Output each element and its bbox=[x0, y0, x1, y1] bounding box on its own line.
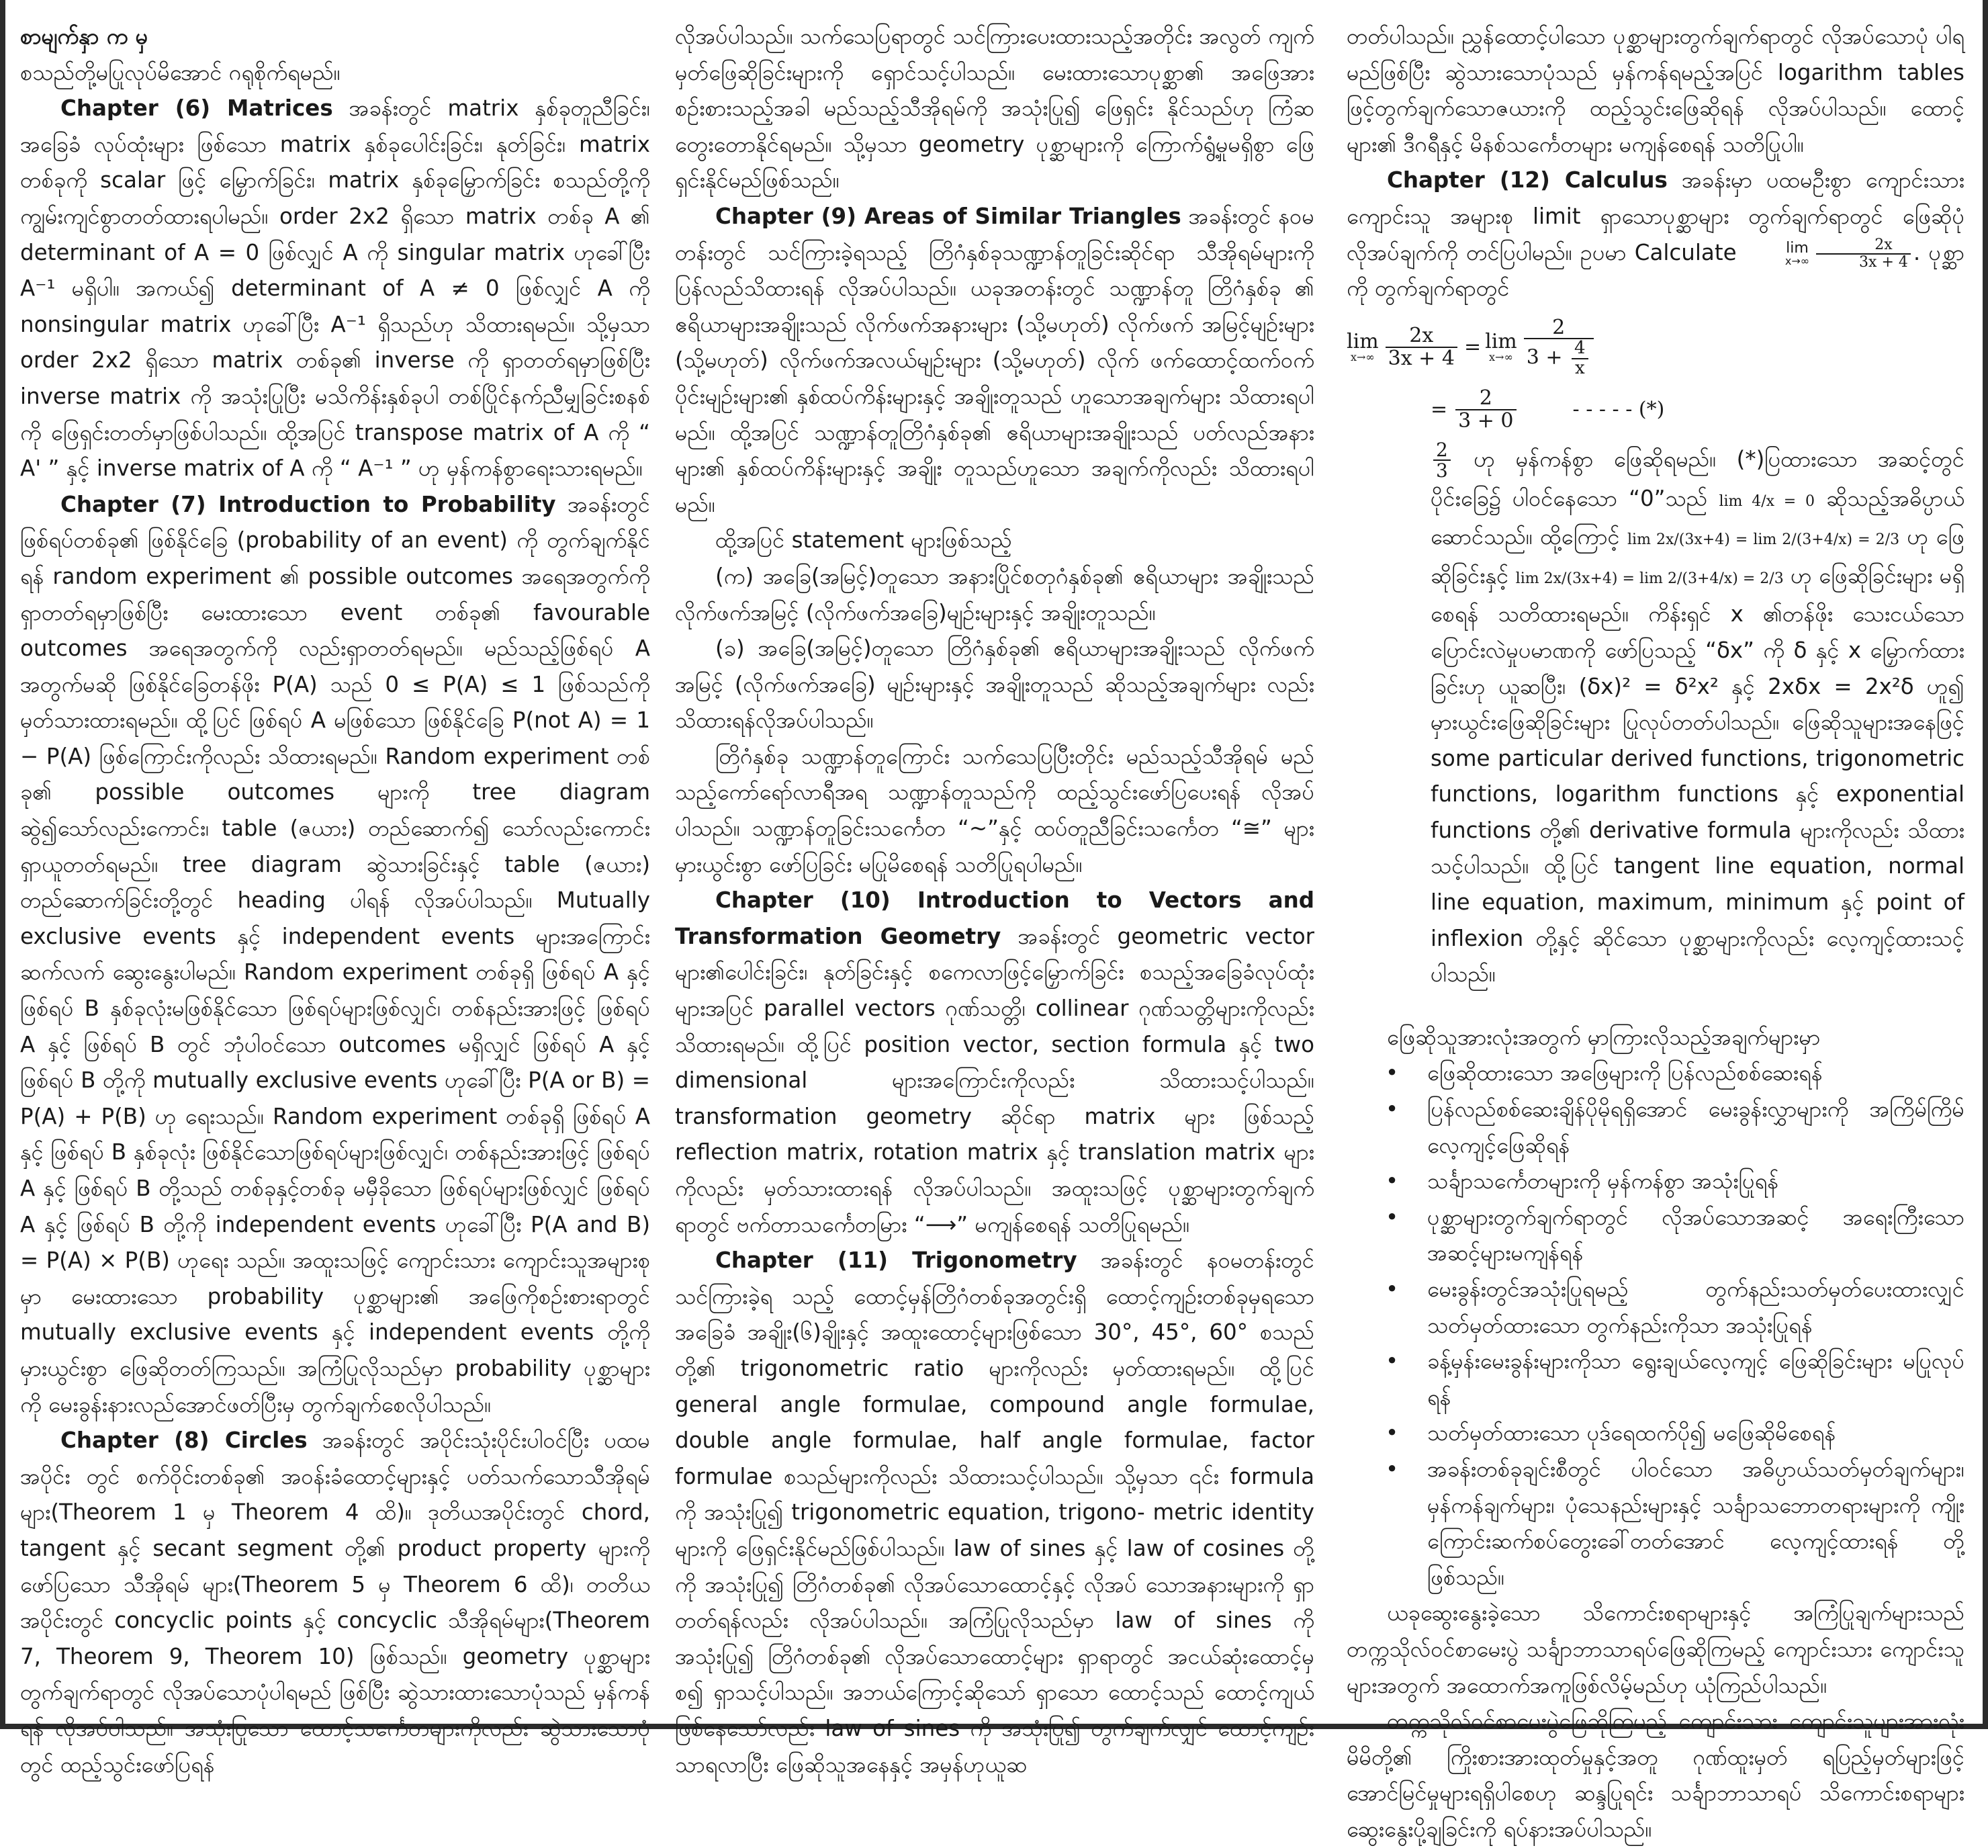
chapter-9: Chapter (9) Areas of Similar Triangles အခန်းတွင် နဝမတန်းတွင် သင်ကြားခဲ့ရသည့် တြိဂံနှစ်ခုသဏ္ဍာန်တူခြင်းဆိုင်ရာ သီအိုရမ်များကို ပြန်လည်သိထားရန် လိုအပ်ပါသည်။ ယခုအတန်းတွင် သဏ္ဍာန်တူ တြိဂံနှစ်ခု ၏ ဧရိယာများအချိုးသည် လိုက်ဖက်အနားများ (သို့မဟုတ်) လိုက်ဖက် အမြင့်မျဉ်းများ (သို့မဟုတ်) လိုက်ဖက်အလယ်မျဉ်းများ (သို့မဟုတ်) လိုက် ဖက်ထောင့်ထက်ဝက်ပိုင်းမျဉ်းများ၏ နှစ်ထပ်ကိန်းများနှင့် အချိုးတူသည် ဟူသောအချက်များ သိထားရပါမည်။ ထို့အပြင် သဏ္ဍာန်တူတြိဂံနှစ်ခု၏ ဧရိယာများအချိုးသည် ပတ်လည်အနားများ၏ နှစ်ထပ်ကိန်းများနှင့် အချိုး တူသည်ဟူသော အချက်ကိုလည်း သိထားရပါမည်။ bbox=[675, 203, 1314, 517]
page-ref: စာမျက်နှာ က မှ bbox=[20, 24, 148, 49]
tips-heading: ဖြေဆိုသူအားလုံးအတွက် မှာကြားလိုသည့်အချက်များမှာ bbox=[1387, 1024, 1821, 1050]
list-item: • သင်္ချာသင်္ကေတများကို မှန်ကန်စွာ အသုံးပြုရန် bbox=[1386, 1168, 1779, 1194]
paragraph: တြိဂံနှစ်ခု သဏ္ဍာန်တူကြောင်း သက်သေပြပြီးတိုင်း မည်သည့်သီအိုရမ် မည်သည့်ကော်ရော်လာရီအရ သဏ္ဍာန်တူသည်ကို ထည့်သွင်းဖော်ပြပေးရန် လိုအပ်ပါသည်။ သဏ္ဍာန်တူခြင်းသင်္ကေတ “~”နှင့် ထပ်တူညီခြင်းသင်္ကေတ “≅” များ မှားယွင်းစွာ ဖော်ပြခြင်း မပြုမိစေရန် သတိပြုရပါမည်။ bbox=[675, 743, 1314, 877]
statement-intro: ထို့အပြင် statement များဖြစ်သည့် bbox=[715, 527, 1012, 554]
statement-kha: (ခ) အခြေ(အမြင့်)တူသော တြိဂံနှစ်ခု၏ ဧရိယာများအချိုးသည် လိုက်ဖက် အမြင့် (လိုက်ဖက်အခြေ) မျဉ်းများနှင့် အချိုးတူသည် ဆိုသည့်အချက်များ လည်း သိထားရန်လိုအပ်ပါသည်။ bbox=[675, 635, 1314, 734]
chapter-6-title: Chapter (6) Matrices bbox=[60, 95, 333, 122]
list-item: • အခန်းတစ်ခုချင်းစီတွင် ပါဝင်သော အဓိပ္ပာယ်သတ်မှတ်ချက်များ၊ မှန်ကန်ချက်များ၊ ပုံသေနည်းများနှင့် သင်္ချာသဘောတရားများကို ကျိုးကြောင်းဆက်စပ်တွေးခေါ်တတ်အောင် လေ့ကျင့်ထားရန် တို့ဖြစ်သည်။ bbox=[1386, 1456, 1964, 1590]
chapter-7-title: Chapter (7) Introduction to Probability bbox=[60, 491, 556, 517]
chapter-9-title: Chapter (9) Areas of Similar Triangles bbox=[715, 203, 1181, 229]
closing-paragraph: ယခုဆွေးနွေးခဲ့သော သိကောင်းစရာများနှင့် အကြံပြုချက်များသည် တက္ကသိုလ်ဝင်စာမေးပွဲ သင်္ချာဘာသာရပ်ဖြေဆိုကြမည့် ကျောင်းသား ကျောင်းသူများအတွက် အထောက်အကူဖြစ်လိမ့်မည်ဟု ယုံကြည်ပါသည်။ bbox=[1347, 1600, 1964, 1698]
list-item: • ပုစ္ဆာများတွက်ချက်ရာတွင် လိုအပ်သောအဆင့် အရေးကြီးသော အဆင့်များမကျန်ရန် bbox=[1386, 1204, 1964, 1266]
limit-expression: lim x→∞ bbox=[1784, 239, 1810, 267]
list-item: • ခန့်မှန်းမေးခွန်းများကိုသာ ရွေးချယ်လေ့ကျင့် ဖြေဆိုခြင်းများ မပြုလုပ်ရန် bbox=[1386, 1348, 1964, 1410]
chapter-8-title: Chapter (8) Circles bbox=[60, 1427, 308, 1454]
column-2 bbox=[675, 19, 1314, 1783]
closing-paragraph: တက္ကသိုလ်ဝင်စာမေးပွဲဖြေဆိုကြမည့် ကျောင်းသား ကျောင်းသူများအားလုံး မိမိတို့၏ ကြိုးစားအားထုတ်မှုနှင့်အတူ ဂုဏ်ထူးမှတ် ရပြည့်မှတ်များဖြင့် အောင်မြင်မှုများရရှိပါစေဟု ဆန္ဒပြုရင်း သင်္ချာဘာသာရပ် သိကောင်းစရာများ ဆွေးနွေးပို့ချခြင်းကို ရပ်နားအပ်ပါသည်။ bbox=[1347, 1708, 1964, 1842]
list-item: • ဖြေဆိုထားသော အဖြေများကို ပြန်လည်စစ်ဆေးရန် bbox=[1386, 1060, 1823, 1086]
chapter-10-title: Chapter (10) Introduction to Vectors and Transformation Geometry bbox=[675, 887, 1314, 949]
chapter-12: Chapter (12) Calculus အခန်းမှာ ပထမဦးစွာ ကျောင်းသားကျောင်းသူ အများစု limit ရှာသောပုစ္ဆာများ တွက်ချက်ရာတွင် ဖြေဆိုပုံလိုအပ်ချက်ကို တင်ပြပါမည်။ ဥပမာ Calculate lim x→∞ $\frac{2x}{3x + 4}$ . ပုစ္ဆာကို တွက်ချက်ရာတွင် bbox=[1347, 167, 1964, 302]
paragraph: စသည်တို့မပြုလုပ်မိအောင် ဂရုစိုက်ရမည်။ bbox=[20, 59, 341, 85]
tips-list bbox=[1347, 1055, 1964, 1595]
chapter-11-title: Chapter (11) Trigonometry bbox=[715, 1247, 1077, 1274]
fraction: $\frac{2x}{3x + 4}$ bbox=[1816, 237, 1911, 269]
column-3 bbox=[1347, 19, 1964, 1848]
list-item: • မေးခွန်းတွင်အသုံးပြုရမည့် တွက်နည်းသတ်မှတ်ပေးထားလျှင် သတ်မှတ်ထားသော တွက်နည်းကိုသာ အသုံးပြုရန် bbox=[1386, 1276, 1964, 1338]
column-1 bbox=[20, 19, 650, 1783]
chapter-11: Chapter (11) Trigonometry အခန်းတွင် နဝမတန်းတွင် သင်ကြားခဲ့ရ သည့် ထောင့်မှန်တြိဂံတစ်ခုအတွင်းရှိ ထောင့်ကျဉ်းတစ်ခုမှရသော အခြေခံ အချိုး(၆)ချိုးနှင့် အထူးထောင့်များဖြစ်သော 30°, 45°, 60° စသည်တို့၏ trigonometric ratio များကိုလည်း မှတ်ထားရမည်။ ထို့ပြင် general angle formulae, compound angle formulae, double angle formulae, half angle formulae, factor formulae စသည်များကိုလည်း သိထားသင့်ပါသည်။ သို့မှသာ ၎င်း formula ကို အသုံးပြု၍ trigonometric equation, trigono- metric identity များကို ဖြေရှင်းနိုင်မည်ဖြစ်ပါသည်။ law of sines နှင့် law of cosines တို့ကို အသုံးပြု၍ တြိဂံတစ်ခု၏ လိုအပ်သောထောင့်နှင့် လိုအပ် သောအနားများကို ရှာတတ်ရန်လည်း လိုအပ်ပါသည်။ အကြံပြုလိုသည်မှာ law of sines ကို အသုံးပြု၍ တြိဂံတစ်ခု၏ လိုအပ်သောထောင့်များ ရှာရာတွင် အငယ်ဆုံးထောင့်မှစ၍ ရှာသင့်ပါသည်။ အဘယ်ကြောင့်ဆိုသော် ရှာသော ထောင့်သည် ထောင့်ကျယ်ဖြစ်နေသော်လည်း law of sines ကို အသုံးပြု၍ တွက်ချက်လျှင် ထောင့်ကျဉ်းသာရလာပြီး ဖြေဆိုသူအနေနှင့် အမှန်ဟုယူဆ bbox=[675, 1247, 1314, 1777]
limit-equation: lim x→∞ $\frac{2x}{3x + 4}$ = lim x→∞ 2 3 + $\frac{4}{x}$ = $\frac{2}{3 + 0}$ - - - - - (*) bbox=[1347, 315, 1665, 433]
paragraph: လိုအပ်ပါသည်။ သက်သေပြရာတွင် သင်ကြားပေးထားသည့်အတိုင်း အလွတ် ကျက်မှတ်ဖြေဆိုခြင်းများကို ရှောင်သင့်ပါသည်။ မေးထားသောပုစ္ဆာ၏ အဖြေအား စဉ်းစားသည့်အခါ မည်သည့်သီအိုရမ်ကို အသုံးပြု၍ ဖြေရှင်း နိုင်သည်ဟု ကြံဆတွေးတောနိုင်ရမည်။ သို့မှသာ geometry ပုစ္ဆာများကို ကြောက်ရွံ့မှုမရှိစွာ ဖြေရှင်းနိုင်မည်ဖြစ်သည်။ bbox=[675, 24, 1314, 193]
list-item: • ပြန်လည်စစ်ဆေးချိန်ပိုမိုရရှိအောင် မေးခွန်းလွှာများကို အကြိမ်ကြိမ် လေ့ကျင့်ဖြေဆိုရန် bbox=[1386, 1096, 1964, 1158]
paragraph: တတ်ပါသည်။ ညွှန်ထောင့်ပါသော ပုစ္ဆာများတွက်ချက်ရာတွင် လိုအပ်သောပုံ ပါရမည်ဖြစ်ပြီး ဆွဲသားသောပုံသည် မှန်ကန်ရမည့်အပြင် logarithm tables ဖြင့်တွက်ချက်သောဇယားကို ထည့်သွင်းဖြေဆိုရန် လိုအပ်ပါသည်။ ထောင့် များ၏ ဒီဂရီနှင့် မိနစ်သင်္ကေတများ မကျန်စေရန် သတိပြုပါ။ bbox=[1347, 24, 1964, 157]
chapter-10: Chapter (10) Introduction to Vectors and Transformation Geometry အခန်းတွင် geometric vector များ၏ပေါင်းခြင်း၊ နုတ်ခြင်းနှင့် စကေလာဖြင့်မြှောက်ခြင်း စသည့်အခြေခံလုပ်ထုံးများအပြင် parallel vectors ဂုဏ်သတ္တိ၊ collinear ဂုဏ်သတ္တိများကိုလည်း သိထားရမည်။ ထို့ပြင် position vector, section formula နှင့် two dimensional များအကြောင်းကိုလည်း သိထားသင့်ပါသည်။ transformation geometry ဆိုင်ရာ matrix များ ဖြစ်သည့် reflection matrix, rotation matrix နှင့် translation matrix များ ကိုလည်း မှတ်သားထားရန် လိုအပ်ပါသည်။ အထူးသဖြင့် ပုစ္ဆာများတွက်ချက် ရာတွင် ဗက်တာသင်္ကေတမြား “⟶” မကျန်စေရန် သတိပြုရမည်။ bbox=[675, 887, 1314, 1237]
chapter-7: Chapter (7) Introduction to Probability အခန်းတွင် ဖြစ်ရပ်တစ်ခု၏ ဖြစ်နိုင်ခြေ (probability of an event) ကို တွက်ချက်နိုင်ရန် random experiment ၏ possible outcomes အရေအတွက်ကို ရှာတတ်ရမှာဖြစ်ပြီး မေးထားသော event တစ်ခု၏ favourable outcomes အရေအတွက်ကို လည်းရှာတတ်ရမည်။ မည်သည့်ဖြစ်ရပ် A အတွက်မဆို ဖြစ်နိုင်ခြေတန်ဖိုး P(A) သည် 0 ≤ P(A) ≤ 1 ဖြစ်သည်ကို မှတ်သားထားရမည်။ ထို့ပြင် ဖြစ်ရပ် A မဖြစ်သော ဖြစ်နိုင်ခြေ P(not A) = 1 − P(A) ဖြစ်ကြောင်းကိုလည်း သိထားရမည်။ Random experiment တစ်ခု၏ possible outcomes များကို tree diagram ဆွဲ၍သော်လည်းကောင်း၊ table (ဇယား) တည်ဆောက်၍ သော်လည်းကောင်း ရှာယူတတ်ရမည်။ tree diagram ဆွဲသားခြင်းနှင့် table (ဇယား) တည်ဆောက်ခြင်းတို့တွင် heading ပါရန် လိုအပ်ပါသည်။ Mutually exclusive events နှင့် independent events များအကြောင်း ဆက်လက် ဆွေးနွေးပါမည်။ Random experiment တစ်ခုရှိ ဖြစ်ရပ် A နှင့် ဖြစ်ရပ် B နှစ်ခုလုံးမဖြစ်နိုင်သော ဖြစ်ရပ်များဖြစ်လျှင်၊ တစ်နည်းအားဖြင့် ဖြစ်ရပ် A နှင့် ဖြစ်ရပ် B တွင် ဘုံပါဝင်သော outcomes မရှိလျှင် ဖြစ်ရပ် A နှင့် ဖြစ်ရပ် B တို့ကို mutually exclusive events ဟုခေါ်ပြီး P(A or B) = P(A) + P(B) ဟု ရေးသည်။ Random experiment တစ်ခုရှိ ဖြစ်ရပ် A နှင့် ဖြစ်ရပ် B နှစ်ခုလုံး ဖြစ်နိုင်သောဖြစ်ရပ်များဖြစ်လျှင်၊ တစ်နည်းအားဖြင့် ဖြစ်ရပ် A နှင့် ဖြစ်ရပ် B တို့သည် တစ်ခုနှင့်တစ်ခု မမှီခိုသော ဖြစ်ရပ်များဖြစ်လျှင် ဖြစ်ရပ် A နှင့် ဖြစ်ရပ် B တို့ကို independent events ဟုခေါ်ပြီး P(A and B) = P(A) × P(B) ဟုရေး သည်။ အထူးသဖြင့် ကျောင်းသား ကျောင်းသူအများစုမှာ မေးထားသော probability ပုစ္ဆာများ၏ အဖြေကိုစဉ်းစားရာတွင် mutually exclusive events နှင့် independent events တို့ကို မှားယွင်းစွာ ဖြေဆိုတတ်ကြသည်။ အကြံပြုလိုသည်မှာ probability ပုစ္ဆာများကို မေးခွန်းနားလည်အောင်ဖတ်ပြီးမှ တွက်ချက်စေလိုပါသည်။ bbox=[20, 491, 650, 1417]
list-item: • သတ်မှတ်ထားသော ပုဒ်ရေထက်ပို၍ မဖြေဆိုမိစေရန် bbox=[1386, 1420, 1836, 1446]
chapter-6: Chapter (6) Matrices အခန်းတွင် matrix နှစ်ခုတူညီခြင်း၊ အခြေခံ လုပ်ထုံးများ ဖြစ်သော matrix နှစ်ခုပေါင်းခြင်း၊ နုတ်ခြင်း၊ matrix တစ်ခုကို scalar ဖြင့် မြှောက်ခြင်း၊ matrix နှစ်ခုမြှောက်ခြင်း စသည်တို့ကို ကျွမ်းကျင်စွာတတ်ထားရပါမည်။ order 2x2 ရှိသော matrix တစ်ခု A ၏ determinant of A = 0 ဖြစ်လျှင် A ကို singular matrix ဟုခေါ်ပြီး A⁻¹ မရှိပါ။ အကယ်၍ determinant of A ≠ 0 ဖြစ်လျှင် A ကို nonsingular matrix ဟုခေါ်ပြီး A⁻¹ ရှိသည်ဟု သိထားရမည်။ သို့မှသာ order 2x2 ရှိသော matrix တစ်ခု၏ inverse ကို ရှာတတ်ရမှာဖြစ်ပြီး inverse matrix ကို အသုံးပြုပြီး မသိကိန်းနှစ်ခုပါ တစ်ပြိုင်နက်ညီမျှခြင်းစနစ်ကို ဖြေရှင်းတတ်မှာဖြစ်ပါသည်။ ထို့အပြင် transpose matrix of A ကို “ A' ” နှင့် inverse matrix of A ကို “ A⁻¹ ” ဟု မှန်ကန်စွာရေးသားရမည်။ bbox=[20, 95, 650, 482]
chapter-8: Chapter (8) Circles အခန်းတွင် အပိုင်းသုံးပိုင်းပါဝင်ပြီး ပထမအပိုင်း တွင် စက်ဝိုင်းတစ်ခု၏ အဝန်းခံထောင့်များနှင့် ပတ်သက်သောသီအိုရမ် များ(Theorem 1 မှ Theorem 4 ထိ)။ ဒုတိယအပိုင်းတွင် chord, tangent နှင့် secant segment တို့၏ product property များကိုဖော်ပြသော သီအိုရမ် များ(Theorem 5 မှ Theorem 6 ထိ)၊ တတိယအပိုင်းတွင် concyclic points နှင့် concyclic သီအိုရမ်များ(Theorem 7, Theorem 9, Theorem 10) ဖြစ်သည်။ geometry ပုစ္ဆာများ တွက်ချက်ရာတွင် လိုအပ်သောပုံပါရမည် ဖြစ်ပြီး ဆွဲသားထားသောပုံသည် မှန်ကန်ရန် လိုအပ်ပါသည်။ အသုံးပြုသော ထောင့်သင်္ကေတများကိုလည်း ဆွဲသားသောပုံတွင် ထည့်သွင်းဖော်ပြရန် bbox=[20, 1427, 650, 1777]
chapter-12-title: Chapter (12) Calculus bbox=[1387, 167, 1668, 193]
statement-ka: (က) အခြေ(အမြင့်)တူသော အနားပြိုင်စတုဂံနှစ်ခု၏ ဧရိယာများ အချိုးသည် လိုက်ဖက်အမြင့် (လိုက်ဖက်အခြေ)မျဉ်းများနှင့် အချိုးတူသည်။ bbox=[675, 563, 1314, 625]
paragraph: $\frac{2}{3}$ ဟု မှန်ကန်စွာ ဖြေဆိုရမည်။ (*)ပြထားသော အဆင့်တွင် ပိုင်းခြေ၌ ပါဝင်နေသော “0”သည် lim 4/x = 0 ဆိုသည့်အဓိပ္ပာယ်ဆောင်သည်။ ထို့ကြောင့် lim 2x/(3x+4) = lim 2/(3+4/x) = 2/3 ဟု ဖြေဆိုခြင်းနှင့် lim 2x/(3x+4) = lim 2/(3+4/x) = 2/3 ဟု ဖြေဆိုခြင်းများ မရှိစေရန် သတိထားရမည်။ ကိန်းရှင် x ၏တန်ဖိုး သေးငယ်သော ပြောင်းလဲမှုပမာဏကို ဖော်ပြသည့် “δx” ကို δ နှင့် x မြှောက်ထားခြင်းဟု ယူဆပြီး၊ (δx)² = δ²x² နှင့် 2xδx = 2x²δ ဟူ၍ မှားယွင်းဖြေဆိုခြင်းများ ပြုလုပ်တတ်ပါသည်။ ဖြေဆိုသူများအနေဖြင့် some particular derived functions, trigonometric functions, logarithm functions နှင့် exponential functions တို့၏ derivative formula များကိုလည်း သိထားသင့်ပါသည်။ ထို့ပြင် tangent line equation, normal line equation, maximum, minimum နှင့် point of inflexion တို့နှင့် ဆိုင်သော ပုစ္ဆာများကိုလည်း လေ့ကျင့်ထားသင့်ပါသည်။ bbox=[1431, 438, 1964, 987]
